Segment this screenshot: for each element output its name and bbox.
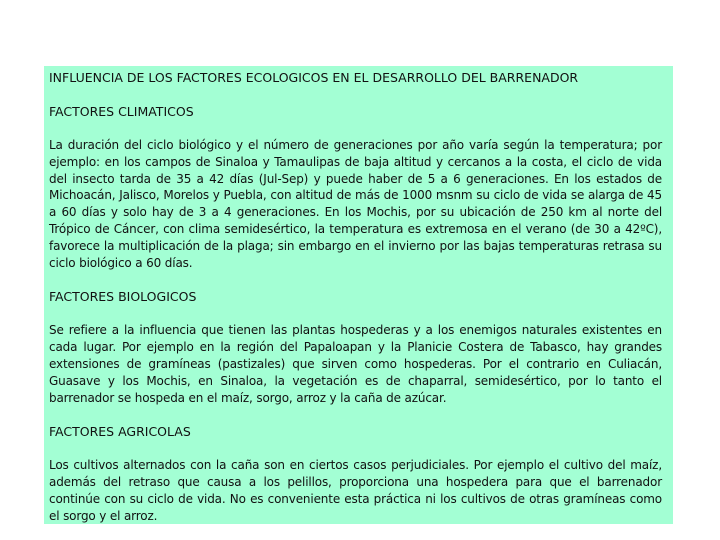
section-heading-climaticos: FACTORES CLIMATICOS <box>49 104 194 119</box>
section-text-biologicos: Se refiere a la influencia que tienen las plantas hospederas y a los enemigos naturales existentes en cada lugar. Por ejemplo en la región del Papaloapan y la Planicie Costera de Tabasco, hay grandes extensiones de gramíneas (pastizales) que sirven como hospederas. Por el contrario en Culiacán, Guasave y los Mochis, en Sinaloa, la vegetación es de chaparral, semidesértico, por lo tanto el barrenador se hospeda en el maíz, sorgo, arroz y la caña de azúcar. <box>49 323 662 405</box>
section-text-agricolas: Los cultivos alternados con la caña son en ciertos casos perjudiciales. Por ejemplo el cultivo del maíz, además del retraso que causa a los pelillos, proporciona una hospedera para que el barrenador continúe con su ciclo de vida. No es conveniente esta práctica ni los cultivos de otras gramíneas como el sorgo y el arroz. <box>49 458 662 523</box>
document-title: INFLUENCIA DE LOS FACTORES ECOLOGICOS EN EL DESARROLLO DEL BARRENADOR <box>49 70 579 85</box>
section-heading-agricolas: FACTORES AGRICOLAS <box>49 424 191 440</box>
document-panel <box>44 66 673 524</box>
section-text-climaticos: La duración del ciclo biológico y el número de generaciones por año varía según la temperatura; por ejemplo: en los campos de Sinaloa y Tamaulipas de baja altitud y cercanos a la costa, el ciclo de vida del insecto tarda de 35 a 42 días (Jul-Sep) y puede haber de 5 a 6 generaciones. En los estados de Michoacán, Jalisco, Morelos y Puebla, con altitud de más de 1000 msnm su ciclo de vida se alarga de 45 a 60 días y solo hay de 3 a 4 generaciones. En los Mochis, por su ubicación de 250 km al norte del Trópico de Cáncer, con clima semidesértico, la temperatura es extremosa en el verano (de 30 a 42ºC), favorece la multiplicación de la plaga; sin embargo en el invierno por las bajas temperaturas retrasa su ciclo biológico a 60 días. <box>49 138 662 270</box>
section-heading-biologicos: FACTORES BIOLOGICOS <box>49 289 197 305</box>
